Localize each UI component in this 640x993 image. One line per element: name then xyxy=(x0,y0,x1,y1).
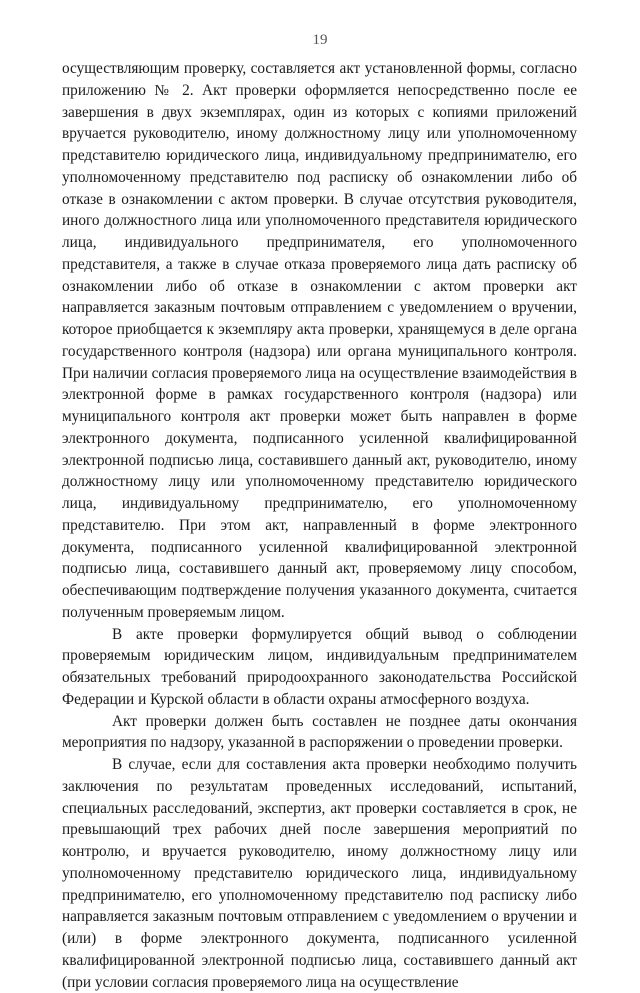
paragraph-general-conclusion: В акте проверки формулируется общий вывод о соблюдении проверяемым юридическим лицом, индивидуальным предпринимателем обязательных требований природоохранного законодательства Российской Федерации и Курской области в области охраны атмосферного воздуха. xyxy=(62,625,577,708)
paragraph-expert-conclusions: В случае, если для составления акта проверки необходимо получить заключения по результатам проведенных исследований, испытаний, специальных расследований, экспертиз, акт проверки составляется в срок, не превышающий трех рабочих дней после завершения мероприятий по контролю, и вручается руководителю, иному должностному лицу или уполномоченному представителю юридического лица, индивидуальному предпринимателю, его уполномоченному представителю под расписку либо направляется заказным почтовым отправлением с уведомлением о вручении и (или) в форме электронного документа, подписанного усиленной квалифицированной электронной подписью лица, составившего данный акт (при условии согласия проверяемого лица на осуществление xyxy=(62,756,577,991)
paragraph-act-deadline: Акт проверки должен быть составлен не позднее даты окончания мероприятия по надзору, указанной в распоряжении о проведении проверки. xyxy=(62,712,577,752)
paragraph-act-delivery: осуществляющим проверку, составляется акт установленной формы, согласно приложению № 2. Акт проверки оформляется непосредственно после ее завершения в двух экземплярах, один из которых с копиями приложений вручается руководителю, иному должностному лицу или уполномоченному представителю юридического лица, индивидуальному предпринимателю, его уполномоченному представителю под расписку об ознакомлении либо об отказе в ознакомлении с актом проверки. В случае отсутствия руководителя, иного должностного лица или уполномоченного представителя юридического лица, индивидуального предпринимателя, его уполномоченного представителя, а также в случае отказа проверяемого лица дать расписку об ознакомлении либо об отказе в ознакомлении с актом проверки акт направляется заказным почтовым отправлением с уведомлением о вручении, которое приобщается к экземпляру акта проверки, хранящемуся в деле органа государственного контроля (надзора) или органа муниципального контроля. При наличии согласия проверяемого лица на осуществление взаимодействия в электронной форме в рамках государственного контроля (надзора) или муниципального контроля акт проверки может быть направлен в форме электронного документа, подписанного усиленной квалифицированной электронной подписью лица, составившего данный акт, руководителю, иному должностному лицу или уполномоченному представителю юридического лица, индивидуальному предпринимателю, его уполномоченному представителю. При этом акт, направленный в форме электронного документа, подписанного усиленной квалифицированной электронной подписью лица, составившего данный акт, проверяемому лицу способом, обеспечивающим подтверждение получения указанного документа, считается полученным проверяемым лицом. xyxy=(62,60,577,621)
body-text xyxy=(62,58,577,993)
page-number: 19 xyxy=(312,32,328,48)
